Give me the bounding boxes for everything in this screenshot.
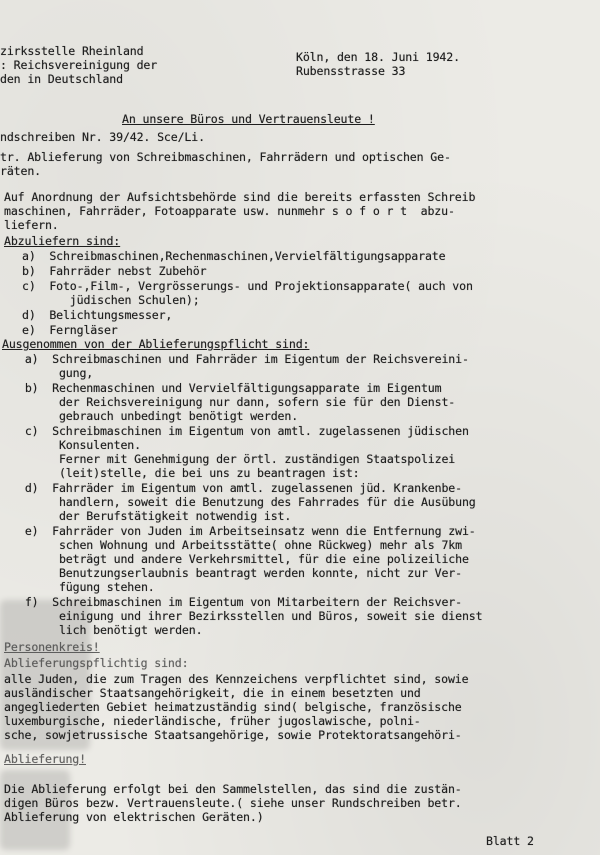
exempt-item: Konsulenten. [18, 438, 141, 452]
exempt-item: (leit)stelle, die bei uns zu beantragen ist: [18, 466, 360, 480]
exempt-item: beträgt und andere Verkehrsmittel, für die eine polizeiliche [18, 552, 469, 566]
letterhead-date: Köln, den 18. Juni 1942. [296, 50, 460, 64]
deliver-item: e) Ferngläser [22, 323, 118, 337]
persons-line: luxemburgische, niederländische, früher jugoslawische, polni- [4, 714, 421, 728]
subject-line-2: räten. [0, 164, 41, 178]
page-marker: Blatt 2 [486, 834, 534, 848]
exempt-item: fügung stehen. [18, 580, 155, 594]
persons-line: alle Juden, die zum Tragen des Kennzeichens verpflichtet sind, sowie [4, 672, 469, 686]
exempt-item: der Reichsvereinigung nur dann, sofern sie für den Dienst- [18, 395, 456, 409]
addressee-line: An unsere Büros und Vertrauensleute ! [122, 112, 375, 126]
exempt-item: handlern, soweit die Benutzung des Fahrrades für die Ausübung [18, 495, 476, 509]
exempt-heading: Ausgenommen von der Ablieferungspflicht sind: [2, 337, 310, 351]
exempt-item: gung, [18, 366, 94, 380]
delivery-line: Ablieferung von elektrischen Geräten.) [4, 810, 264, 824]
deliver-item: jüdischen Schulen); [22, 293, 200, 307]
persons-heading: Personenkreis! [4, 640, 100, 654]
exempt-item: schen Wohnung und Arbeitsstätte( ohne Rückweg) mehr als 7km [18, 538, 462, 552]
exempt-item: Ferner mit Genehmigung der örtl. zuständigen Staatspolizei [18, 452, 456, 466]
letterhead-address: Rubensstrasse 33 [296, 64, 406, 78]
letterhead-org-line-1: zirksstelle Rheinland [0, 44, 144, 58]
exempt-item: a) Schreibmaschinen und Fahrräder im Eigentum der Reichsvereini- [18, 352, 469, 366]
deliver-heading: Abzuliefern sind: [4, 234, 121, 248]
deliver-item: b) Fahrräder nebst Zubehör [22, 264, 207, 278]
deliver-item: a) Schreibmaschinen,Rechenmaschinen,Vervielfältigungsapparate [22, 249, 446, 263]
exempt-item: lich benötigt werden. [18, 623, 203, 637]
intro-line: liefern. [4, 218, 59, 232]
subject-line-1: tr. Ablieferung von Schreibmaschinen, Fahrrädern und optischen Ge- [0, 150, 451, 164]
exempt-item: der Berufstätigkeit notwendig ist. [18, 509, 292, 523]
persons-line: Ablieferungspflichtig sind: [4, 656, 189, 670]
exempt-item: b) Rechenmaschinen und Vervielfältigungsapparate im Eigentum [18, 381, 442, 395]
delivery-heading: Ablieferung! [4, 752, 86, 766]
persons-line: ausländischer Staatsangehörigkeit, die in einem besetzten und [4, 686, 421, 700]
delivery-line: digen Büros bezw. Vertrauensleute.( siehe unser Rundschreiben betr. [4, 796, 462, 810]
exempt-item: e) Fahrräder von Juden im Arbeitseinsatz wenn die Entfernung zwi- [18, 524, 476, 538]
exempt-item: d) Fahrräder im Eigentum von amtl. zugelassenen jüd. Krankenbe- [18, 481, 462, 495]
exempt-item: gebrauch unbedingt benötigt werden. [18, 409, 299, 423]
intro-line: maschinen, Fahrräder, Fotoapparate usw. nunmehr s o f o r t abzu- [4, 204, 455, 218]
exempt-item: Benutzungserlaubnis beantragt werden konnte, nicht zur Ver- [18, 566, 462, 580]
deliver-item: c) Foto-,Film-, Vergrösserungs- und Projektionsapparate( auch von [22, 279, 473, 293]
letterhead-org-line-3: den in Deutschland [0, 72, 123, 86]
exempt-item: f) Schreibmaschinen im Eigentum von Mitarbeitern der Reichsver- [18, 595, 462, 609]
delivery-line: Die Ablieferung erfolgt bei den Sammelstellen, das sind die zustän- [4, 782, 462, 796]
exempt-item: einigung und ihrer Bezirksstellen und Büros, soweit sie dienst [18, 609, 483, 623]
persons-line: sche, sowjetrussische Staatsangehörige, sowie Protektoratsangehöri- [4, 728, 462, 742]
letterhead-org-line-2: : Reichsvereinigung der [0, 58, 158, 72]
circular-reference: ndschreiben Nr. 39/42. Sce/Li. [0, 130, 205, 144]
persons-line: angegliederten Gebiet heimatzuständig sind( belgische, französische [4, 700, 462, 714]
intro-line: Auf Anordnung der Aufsichtsbehörde sind die bereits erfassten Schreib [4, 190, 476, 204]
deliver-item: d) Belichtungsmesser, [22, 308, 173, 322]
exempt-item: c) Schreibmaschinen im Eigentum von amtl. zugelassenen jüdischen [18, 424, 469, 438]
